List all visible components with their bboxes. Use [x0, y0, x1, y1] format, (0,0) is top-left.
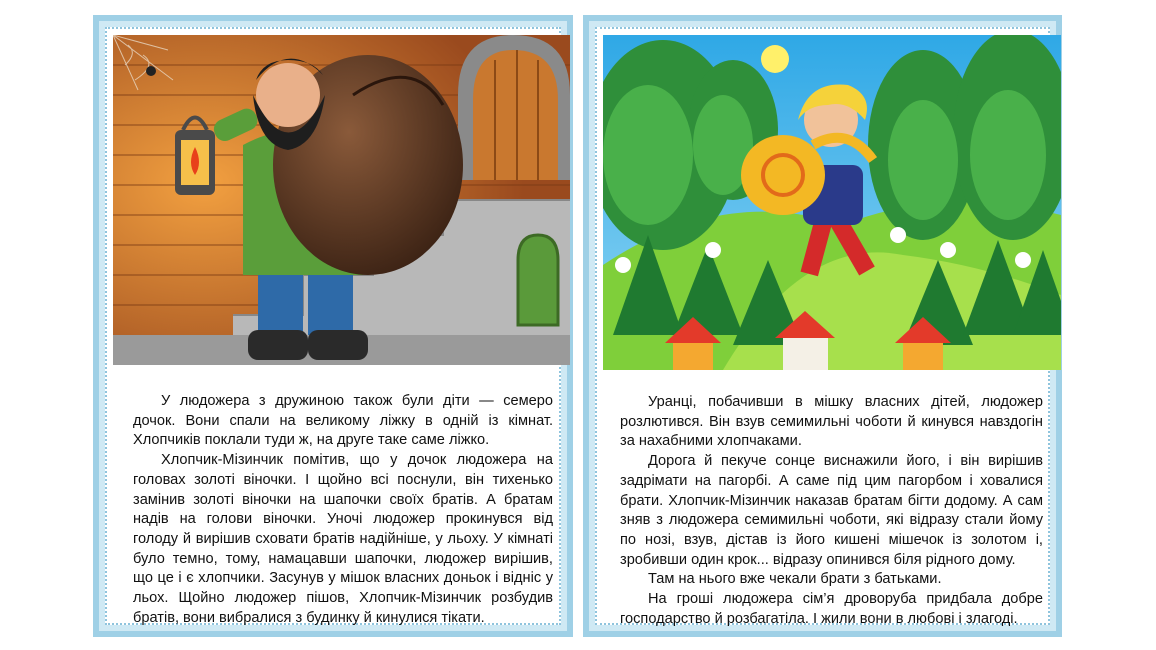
paragraph: Дорога й пекуче сонце виснажили його, і він вирішив задрімати на пагорбі. А саме під цим пагорбом і ховалися брати. Хлопчик-Мізинчик наказав братам бігти додому. А сам зняв з людожера семимильні чоботи, які відразу стали йому по нозі, взув, дістав із його кишені мішечок із золотом і, зробивши один крок... відразу опинився біля рідного дому. — [620, 453, 1043, 568]
right-page-text — [620, 393, 1043, 629]
paragraph: На гроші людожера сім’я дроворуба придбала добре господарство й розбагатіла. І жили вони в любові і злагоді. — [620, 591, 1043, 627]
right-page-frame — [595, 27, 1050, 625]
boy-in-seven-league-boots-icon — [603, 35, 1061, 370]
paragraph: Хлопчик-Мізинчик помітив, що у дочок людожера на головах золоті віночки. І щойно всі поснули, він тихенько замінив золоті віночки на шапочки своїх братів. А братам надів на голови віночки. Уночі людожер прокинувся від голоду й вирішив сховати братів надійніше, у льоху. У кімнаті було темно, тому, намацавши шапочки, людожер вирішив, що це і є хлопчики. Засунув у мішок власних доньок і відніс у льох. Щойно людожер пішов, Хлопчик-Мізинчик розбудив братів, вони вибралися з будинку й кинулися тікати. — [133, 452, 553, 626]
right-page — [583, 15, 1062, 637]
paragraph: У людожера з дружиною також були діти — семеро дочок. Вони спали на великому ліжку в одній із кімнат. Хлопчиків поклали туди ж, на друге таке саме ліжко. — [133, 393, 553, 449]
left-page — [93, 15, 573, 637]
left-page-text — [133, 392, 553, 628]
ogre-carrying-sack-icon — [113, 35, 570, 365]
paragraph: Уранці, побачивши в мішку власних дітей, людожер розлютився. Він взув семимильні чоботи й кинувся навздогін за нахабними хлопчаками. — [620, 394, 1043, 450]
left-page-frame — [105, 27, 561, 625]
paragraph: Там на нього вже чекали брати з батьками. — [648, 571, 942, 588]
